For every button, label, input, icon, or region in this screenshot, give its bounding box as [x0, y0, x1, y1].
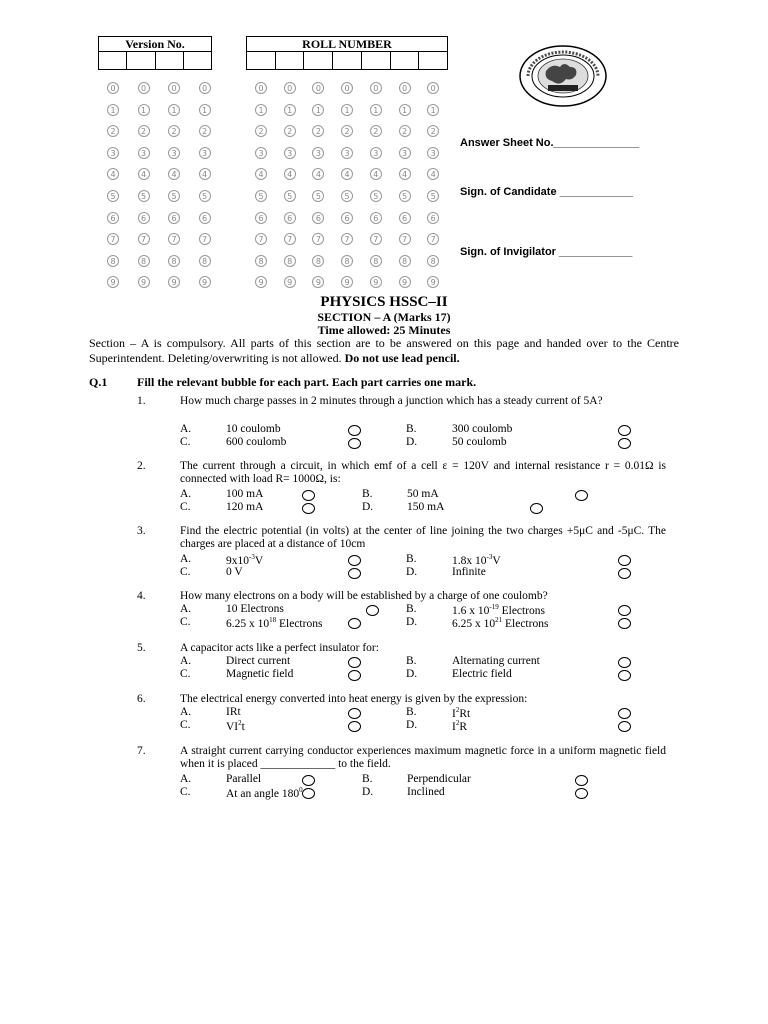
question-number: 1.	[137, 395, 146, 407]
option-letter: C.	[180, 501, 191, 513]
option-letter: B.	[406, 603, 417, 615]
digit-bubble[interactable]: 5	[399, 190, 411, 202]
option-label	[226, 668, 293, 680]
digit-bubble[interactable]: 2	[255, 125, 267, 137]
answer-bubble[interactable]	[575, 490, 588, 501]
instructions-bold: Do not use lead pencil.	[344, 351, 460, 365]
question-stem: How many electrons on a body will be established by a charge of one coulomb?	[180, 590, 548, 602]
digit-bubble[interactable]: 6	[341, 212, 353, 224]
digit-bubble[interactable]: 7	[255, 233, 267, 245]
option-label	[226, 501, 263, 513]
question-stem: How much charge passes in 2 minutes through a junction which has a steady current of 5A?	[180, 395, 603, 407]
digit-bubble[interactable]: 6	[370, 212, 382, 224]
option-label	[226, 616, 322, 630]
answer-bubble[interactable]	[575, 788, 588, 799]
digit-bubble[interactable]: 8	[427, 255, 439, 267]
answer-bubble[interactable]	[302, 788, 315, 799]
question-number: 3.	[137, 525, 146, 537]
candidate-signature[interactable]: Sign. of Candidate ____________	[460, 186, 634, 198]
digit-bubble[interactable]: 9	[370, 276, 382, 288]
version-cell[interactable]	[99, 52, 127, 69]
digit-bubble[interactable]: 6	[168, 212, 180, 224]
digit-bubble[interactable]: 0	[370, 82, 382, 94]
digit-bubble[interactable]: 3	[107, 147, 119, 159]
option-text: 150 mA	[407, 501, 445, 513]
answer-bubble[interactable]	[618, 425, 631, 436]
option-label	[452, 436, 507, 448]
digit-bubble[interactable]: 4	[370, 168, 382, 180]
option-text: 50 coulomb	[452, 436, 507, 448]
answer-bubble[interactable]	[348, 721, 361, 732]
option-label	[226, 706, 241, 718]
option-text: Electric field	[452, 668, 512, 680]
option-letter: B.	[362, 488, 373, 500]
instructions	[89, 336, 679, 366]
option-letter: B.	[406, 706, 417, 718]
option-label	[407, 773, 471, 785]
digit-bubble[interactable]: 4	[341, 168, 353, 180]
option-letter: D.	[362, 501, 374, 513]
digit-bubble[interactable]: 8	[107, 255, 119, 267]
answer-bubble[interactable]	[618, 618, 631, 629]
time-allowed: Time allowed: 25 Minutes	[317, 323, 451, 337]
option-text: IRt	[226, 706, 241, 718]
option-text: 120 mA	[226, 501, 264, 513]
option-letter: B.	[362, 773, 373, 785]
roll-cell[interactable]	[333, 52, 362, 69]
digit-bubble[interactable]: 3	[199, 147, 211, 159]
digit-bubble[interactable]: 9	[168, 276, 180, 288]
digit-bubble[interactable]: 9	[138, 276, 150, 288]
version-cell[interactable]	[156, 52, 184, 69]
digit-bubble[interactable]: 9	[284, 276, 296, 288]
option-text: $VI^2t$	[226, 719, 245, 733]
roll-cell[interactable]	[391, 52, 420, 69]
digit-bubble[interactable]: 1	[138, 104, 150, 116]
option-label	[226, 773, 261, 785]
digit-bubble[interactable]: 1	[312, 104, 324, 116]
option-label	[452, 719, 467, 733]
instructions-text: Section – A is compulsory. All parts of this section are to be answered on this page and handed over to the Centre Superintendent. Deleting/overwriting is not allowed.	[89, 336, 679, 365]
answer-bubble[interactable]	[618, 568, 631, 579]
option-letter: A.	[180, 706, 192, 718]
option-label	[452, 706, 470, 720]
digit-bubble[interactable]: 6	[107, 212, 119, 224]
digit-bubble[interactable]: 3	[255, 147, 267, 159]
digit-bubble[interactable]: 4	[427, 168, 439, 180]
digit-bubble[interactable]: 5	[107, 190, 119, 202]
digit-bubble[interactable]: 9	[341, 276, 353, 288]
question-label: Q.1	[89, 375, 108, 389]
option-letter: A.	[180, 423, 192, 435]
digit-bubble[interactable]: 1	[284, 104, 296, 116]
digit-bubble[interactable]: 0	[255, 82, 267, 94]
digit-bubble[interactable]: 8	[255, 255, 267, 267]
answer-bubble[interactable]	[302, 490, 315, 501]
digit-bubble[interactable]: 1	[370, 104, 382, 116]
answer-bubble[interactable]	[348, 568, 361, 579]
digit-bubble[interactable]: 4	[138, 168, 150, 180]
option-label	[452, 566, 486, 578]
option-text: 0 V	[226, 566, 243, 578]
answer-bubble[interactable]	[348, 555, 361, 566]
digit-bubble[interactable]: 7	[312, 233, 324, 245]
option-letter: A.	[180, 488, 192, 500]
digit-bubble[interactable]: 2	[312, 125, 324, 137]
option-text: $I^2Rt$	[452, 706, 471, 720]
digit-bubble[interactable]: 3	[341, 147, 353, 159]
option-label	[226, 423, 281, 435]
option-label	[226, 719, 245, 733]
digit-bubble[interactable]: 0	[312, 82, 324, 94]
option-text: Infinite	[452, 566, 486, 578]
digit-bubble[interactable]: 9	[199, 276, 211, 288]
option-letter: C.	[180, 566, 191, 578]
digit-bubble[interactable]: 0	[284, 82, 296, 94]
option-letter: B.	[406, 553, 417, 565]
roll-cell[interactable]	[276, 52, 305, 69]
option-letter: A.	[180, 603, 192, 615]
digit-bubble[interactable]: 1	[341, 104, 353, 116]
option-label	[452, 616, 548, 630]
digit-bubble[interactable]: 2	[138, 125, 150, 137]
option-label	[407, 488, 439, 500]
answer-bubble[interactable]	[348, 708, 361, 719]
board-logo	[518, 45, 608, 105]
digit-bubble[interactable]: 8	[312, 255, 324, 267]
answer-bubble[interactable]	[348, 657, 361, 668]
question-stem: The electrical energy converted into heat energy is given by the expression:	[180, 693, 528, 705]
option-label	[226, 786, 303, 800]
digit-bubble[interactable]: 5	[199, 190, 211, 202]
answer-bubble[interactable]	[618, 721, 631, 732]
digit-bubble[interactable]: 5	[284, 190, 296, 202]
digit-bubble[interactable]: 3	[312, 147, 324, 159]
option-label	[226, 655, 290, 667]
digit-bubble[interactable]: 5	[255, 190, 267, 202]
option-letter: C.	[180, 616, 191, 628]
question-instruction: Fill the relevant bubble for each part. Each part carries one mark.	[137, 375, 477, 389]
answer-bubble[interactable]	[575, 775, 588, 786]
digit-bubble[interactable]: 2	[199, 125, 211, 137]
option-letter: A.	[180, 553, 192, 565]
digit-bubble[interactable]: 1	[199, 104, 211, 116]
option-text: Parallel	[226, 773, 262, 785]
option-letter: D.	[362, 786, 374, 798]
digit-bubble[interactable]: 1	[427, 104, 439, 116]
digit-bubble[interactable]: 3	[399, 147, 411, 159]
digit-bubble[interactable]: 5	[370, 190, 382, 202]
option-text: 1.6 x $10^{-19}$ Electrons	[452, 603, 546, 617]
digit-bubble[interactable]: 5	[168, 190, 180, 202]
roll-cell[interactable]	[247, 52, 276, 69]
option-label	[226, 553, 263, 567]
digit-bubble[interactable]: 1	[107, 104, 119, 116]
digit-bubble[interactable]: 8	[341, 255, 353, 267]
option-label	[452, 423, 512, 435]
answer-bubble[interactable]	[618, 555, 631, 566]
question-number: 7.	[137, 745, 146, 757]
digit-bubble[interactable]: 9	[107, 276, 119, 288]
digit-bubble[interactable]: 8	[168, 255, 180, 267]
option-text: 6.25 x $10^{18}$ Electrons	[226, 616, 323, 630]
digit-bubble[interactable]: 2	[341, 125, 353, 137]
digit-bubble[interactable]: 7	[284, 233, 296, 245]
option-text: Perpendicular	[407, 773, 471, 785]
option-text: 1.8x $10^{-3}V$	[452, 553, 501, 567]
digit-bubble[interactable]: 7	[427, 233, 439, 245]
option-label	[226, 566, 243, 578]
digit-bubble[interactable]: 3	[138, 147, 150, 159]
digit-bubble[interactable]: 8	[199, 255, 211, 267]
digit-bubble[interactable]: 2	[399, 125, 411, 137]
option-label	[226, 436, 286, 448]
digit-bubble[interactable]: 7	[168, 233, 180, 245]
version-cell[interactable]	[127, 52, 155, 69]
answer-bubble[interactable]	[618, 670, 631, 681]
option-label	[407, 786, 445, 798]
option-label	[226, 603, 284, 615]
digit-bubble[interactable]: 9	[399, 276, 411, 288]
answer-bubble[interactable]	[366, 605, 379, 616]
digit-bubble[interactable]: 4	[399, 168, 411, 180]
digit-bubble[interactable]: 9	[427, 276, 439, 288]
option-label	[452, 603, 545, 617]
option-letter: D.	[406, 616, 418, 628]
option-letter: B.	[406, 655, 417, 667]
digit-bubble[interactable]: 7	[138, 233, 150, 245]
digit-bubble[interactable]: 7	[341, 233, 353, 245]
digit-bubble[interactable]: 0	[341, 82, 353, 94]
option-label	[452, 655, 540, 667]
section-heading: SECTION – A (Marks 17)	[317, 310, 451, 324]
option-letter: C.	[180, 786, 191, 798]
option-letter: D.	[406, 668, 418, 680]
answer-bubble[interactable]	[530, 503, 543, 514]
question-stem: Find the electric potential (in volts) at the center of line joining the two charges +5μC and -5μC. The charges are placed at a distance of 10cm	[180, 525, 666, 550]
digit-bubble[interactable]: 8	[284, 255, 296, 267]
digit-bubble[interactable]: 2	[284, 125, 296, 137]
question-stem: A straight current carrying conductor experiences maximum magnetic force in a uniform magnetic field when it is placed _____________ to the field.	[180, 745, 666, 770]
digit-bubble[interactable]: 5	[312, 190, 324, 202]
version-cell[interactable]	[184, 52, 211, 69]
option-text: 300 coulomb	[452, 423, 513, 435]
roll-cell[interactable]	[304, 52, 333, 69]
digit-bubble[interactable]: 6	[255, 212, 267, 224]
option-text: 6.25 x $10^{21}$ Electrons	[452, 616, 549, 630]
question-number: 6.	[137, 693, 146, 705]
question-stem: A capacitor acts like a perfect insulator for:	[180, 642, 379, 654]
digit-bubble[interactable]: 4	[168, 168, 180, 180]
digit-bubble[interactable]: 6	[284, 212, 296, 224]
option-text: 600 coulomb	[226, 436, 287, 448]
option-label	[407, 501, 444, 513]
option-label	[452, 668, 512, 680]
digit-bubble[interactable]: 2	[107, 125, 119, 137]
answer-sheet-number[interactable]: Answer Sheet No.______________	[460, 137, 640, 149]
digit-bubble[interactable]: 9	[255, 276, 267, 288]
question-number: 4.	[137, 590, 146, 602]
option-letter: C.	[180, 668, 191, 680]
roll-cell[interactable]	[362, 52, 391, 69]
digit-bubble[interactable]: 9	[312, 276, 324, 288]
digit-bubble[interactable]: 0	[199, 82, 211, 94]
digit-bubble[interactable]: 8	[138, 255, 150, 267]
digit-bubble[interactable]: 2	[427, 125, 439, 137]
option-text: Magnetic field	[226, 668, 294, 680]
option-text: $9x10^{-3}V$	[226, 553, 264, 567]
digit-bubble[interactable]: 7	[107, 233, 119, 245]
option-letter: A.	[180, 773, 192, 785]
option-letter: D.	[406, 719, 418, 731]
digit-bubble[interactable]: 4	[199, 168, 211, 180]
digit-bubble[interactable]: 8	[370, 255, 382, 267]
option-letter: D.	[406, 436, 418, 448]
digit-bubble[interactable]: 3	[370, 147, 382, 159]
digit-bubble[interactable]: 0	[168, 82, 180, 94]
answer-bubble[interactable]	[618, 657, 631, 668]
option-text: Inclined	[407, 786, 445, 798]
option-text: At an angle $180^0$	[226, 786, 303, 800]
option-text: 50 mA	[407, 488, 439, 500]
digit-bubble[interactable]: 6	[199, 212, 211, 224]
digit-bubble[interactable]: 2	[168, 125, 180, 137]
roll-number-box	[246, 36, 448, 70]
digit-bubble[interactable]: 5	[138, 190, 150, 202]
digit-bubble[interactable]: 4	[312, 168, 324, 180]
option-text: 10 coulomb	[226, 423, 281, 435]
answer-bubble[interactable]	[302, 503, 315, 514]
option-letter: D.	[406, 566, 418, 578]
digit-bubble[interactable]: 0	[107, 82, 119, 94]
invigilator-signature[interactable]: Sign. of Invigilator ____________	[460, 246, 633, 258]
digit-bubble[interactable]: 6	[312, 212, 324, 224]
option-letter: C.	[180, 719, 191, 731]
answer-bubble[interactable]	[618, 438, 631, 449]
option-label	[452, 553, 501, 567]
digit-bubble[interactable]: 0	[138, 82, 150, 94]
option-letter: C.	[180, 436, 191, 448]
digit-bubble[interactable]: 4	[284, 168, 296, 180]
option-label	[226, 488, 263, 500]
version-label: Version No.	[99, 37, 211, 52]
option-text: 10 Electrons	[226, 603, 284, 615]
question-number: 2.	[137, 460, 146, 472]
roll-number-label: ROLL NUMBER	[247, 37, 447, 52]
answer-bubble[interactable]	[618, 708, 631, 719]
digit-bubble[interactable]: 7	[199, 233, 211, 245]
version-box	[98, 36, 212, 70]
answer-bubble[interactable]	[348, 618, 361, 629]
digit-bubble[interactable]: 7	[399, 233, 411, 245]
digit-bubble[interactable]: 8	[399, 255, 411, 267]
digit-bubble[interactable]: 1	[255, 104, 267, 116]
option-text: Direct current	[226, 655, 291, 667]
answer-bubble[interactable]	[348, 670, 361, 681]
question-number: 5.	[137, 642, 146, 654]
digit-bubble[interactable]: 0	[427, 82, 439, 94]
digit-bubble[interactable]: 2	[370, 125, 382, 137]
option-text: $I^2R$	[452, 719, 468, 733]
digit-bubble[interactable]: 3	[168, 147, 180, 159]
digit-bubble[interactable]: 6	[138, 212, 150, 224]
digit-bubble[interactable]: 6	[427, 212, 439, 224]
question-stem: The current through a circuit, in which emf of a cell ε = 120V and internal resistance r = 0.01Ω is connected with load R= 1000Ω, is:	[180, 460, 666, 485]
answer-bubble[interactable]	[302, 775, 315, 786]
roll-cell[interactable]	[419, 52, 447, 69]
digit-bubble[interactable]: 1	[168, 104, 180, 116]
answer-bubble[interactable]	[348, 425, 361, 436]
option-letter: A.	[180, 655, 192, 667]
digit-bubble[interactable]: 6	[399, 212, 411, 224]
option-text: 100 mA	[226, 488, 264, 500]
digit-bubble[interactable]: 4	[255, 168, 267, 180]
option-text: Alternating current	[452, 655, 540, 667]
answer-bubble[interactable]	[618, 605, 631, 616]
digit-bubble[interactable]: 4	[107, 168, 119, 180]
paper-title: PHYSICS HSSC–II	[320, 294, 448, 310]
digit-bubble[interactable]: 3	[284, 147, 296, 159]
option-letter: B.	[406, 423, 417, 435]
digit-bubble[interactable]: 0	[399, 82, 411, 94]
digit-bubble[interactable]: 5	[427, 190, 439, 202]
digit-bubble[interactable]: 7	[370, 233, 382, 245]
digit-bubble[interactable]: 5	[341, 190, 353, 202]
answer-bubble[interactable]	[348, 438, 361, 449]
digit-bubble[interactable]: 1	[399, 104, 411, 116]
digit-bubble[interactable]: 3	[427, 147, 439, 159]
